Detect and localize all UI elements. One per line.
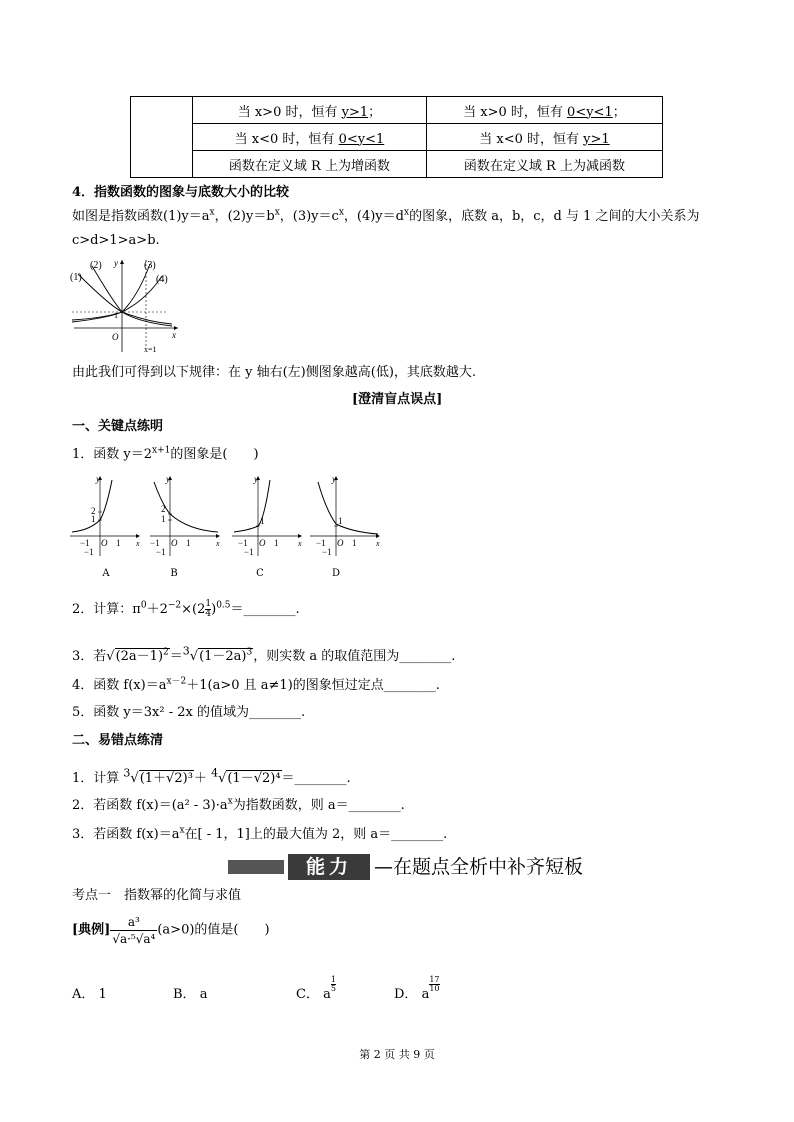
curve-2-label: (2) [90, 260, 102, 271]
svg-text:−1: −1 [150, 538, 160, 548]
conclusion-text: 由此我们可得到以下规律：在 y 轴右(左)侧图象越高(低)，其底数越大. [72, 365, 477, 380]
question-5: 5．函数 y＝3x² - 2x 的值域为________. [72, 705, 306, 720]
part1-heading: 一、关键点练明 [72, 419, 164, 434]
svg-text:y: y [96, 474, 100, 484]
table-cell: 当 x<0 时，恒有 y>1 [426, 124, 662, 151]
banner-tag: 能力 [288, 854, 370, 880]
choice-c[interactable]: C． a $\frac{1}{5}$ [296, 975, 336, 1002]
question-1: 1．函数 $y=2^{x+1}$的图象是( ) [72, 445, 259, 462]
svg-text:2: 2 [161, 504, 166, 514]
clarify-title: [澄清盲点误点] [352, 392, 443, 407]
question-2: 2．计算：$\pi^0+2^{-2}\times(2$ $\frac{1}{4}$ )$^{0.5}$＝________. [72, 599, 300, 619]
svg-text:x: x [298, 539, 302, 548]
section4-relation: c>d>1>a>b. [72, 233, 160, 248]
page-footer: 第 2 页 共 9 页 [359, 1048, 435, 1061]
svg-text:−1: −1 [80, 538, 90, 548]
table-row [131, 124, 663, 151]
curve-3-label: (3) [144, 260, 156, 271]
table-cell: 函数在定义域 R 上为减函数 [426, 151, 662, 178]
origin-label: O [112, 332, 119, 342]
part2-heading: 二、易错点练清 [72, 733, 164, 748]
error-question-2: 2．若函数 $f(x)=(a^2 - 3)\cdot a^x$为指数函数，则 a＝________. [72, 796, 405, 813]
svg-text:1: 1 [274, 538, 279, 548]
error-question-1: 1．计算 $^3$√(1＋√2)³＋ $^4$√(1－√2)⁴＝________. [72, 766, 351, 786]
table-cell: 函数在定义域 R 上为增函数 [193, 151, 427, 178]
curve-3 [72, 264, 150, 322]
option-graphs [68, 474, 378, 584]
error-question-3: 3．若函数 $f(x)=a^x$在[ - 1，1]上的最大值为 2，则 a＝________. [72, 825, 448, 842]
svg-text:1: 1 [260, 516, 265, 526]
banner-bar [228, 860, 284, 874]
svg-text:O: O [337, 538, 344, 548]
example-question: [典例] $\frac{\text{a³}}{\text{√a·⁵√a⁴}}$ (a>0)的值是( ) [72, 915, 270, 946]
svg-text:1: 1 [91, 514, 96, 524]
curve-1-label: (1) [70, 272, 82, 283]
option-label-c: C [256, 568, 264, 579]
svg-text:1: 1 [116, 538, 121, 548]
svg-text:y: y [332, 474, 336, 484]
x-eq-1-label: x=1 [144, 345, 157, 354]
option-label-a: A [102, 568, 110, 579]
svg-text:−1: −1 [244, 547, 254, 557]
table-cell: 当 x>0 时，恒有 y>1； [193, 97, 427, 124]
curve-4-label: (4) [156, 274, 168, 285]
graph-d [308, 474, 384, 558]
svg-text:−1: −1 [238, 538, 248, 548]
svg-text:x: x [376, 539, 380, 548]
svg-text:O: O [259, 538, 266, 548]
table-row [131, 151, 663, 178]
ability-banner [228, 854, 584, 880]
svg-text:x: x [136, 539, 140, 548]
y-axis-arrow [120, 260, 124, 264]
kaodian-title: 考点一 指数幂的化简与求值 [72, 888, 242, 903]
question-4: 4．函数 $f(x)=a^{x-2}+1(a>0$ 且 a≠1)的图象恒过定点________. [72, 676, 440, 693]
svg-text:x: x [216, 539, 220, 548]
exponential-curves-figure [68, 256, 188, 356]
properties-table [130, 96, 663, 178]
graph-c [230, 474, 306, 558]
svg-text:−1: −1 [84, 547, 94, 557]
banner-subtitle: —在题点全析中补齐短板 [374, 856, 584, 878]
y-axis-label: y [114, 258, 118, 268]
question-3: 3．若$√(2a-1)^2=^3√(1-2a)^3$，则实数 a 的取值范围为________. [72, 644, 456, 664]
section4-heading: 4．指数函数的图象与底数大小的比较 [72, 185, 290, 200]
graph-b [148, 474, 224, 558]
svg-text:y: y [254, 474, 258, 484]
svg-text:2: 2 [91, 506, 96, 516]
svg-text:−1: −1 [322, 547, 332, 557]
choice-a[interactable]: A． 1 [72, 987, 107, 1002]
choice-b[interactable]: B． a [173, 987, 208, 1002]
table-cell: 当 x>0 时，恒有 0<y<1； [426, 97, 662, 124]
svg-text:−1: −1 [316, 538, 326, 548]
svg-text:O: O [101, 538, 108, 548]
graph-a [68, 474, 144, 558]
table-row [131, 97, 663, 124]
choice-d[interactable]: D． a $\frac{17}{10}$ [394, 975, 440, 1002]
svg-text:O: O [171, 538, 178, 548]
option-label-d: D [331, 568, 341, 579]
svg-text:1: 1 [186, 538, 191, 548]
svg-text:1: 1 [161, 514, 166, 524]
table-empty-cell [131, 97, 193, 178]
one-label: 1 [114, 311, 118, 320]
svg-text:−1: −1 [156, 547, 166, 557]
svg-text:1: 1 [338, 516, 343, 526]
svg-text:y: y [166, 474, 170, 484]
option-label-b: B [170, 568, 178, 579]
x-axis-label: x [172, 330, 176, 340]
section4-paragraph: 如图是指数函数$(1)y=a^x$，$(2)y=b^x$，$(3)y=c^x$，$(4)y=d^x$的图象，底数 a，b，c，d 与 1 之间的大小关系为 [72, 207, 700, 224]
table-cell: 当 x<0 时，恒有 0<y<1 [193, 124, 427, 151]
svg-text:1: 1 [352, 538, 357, 548]
